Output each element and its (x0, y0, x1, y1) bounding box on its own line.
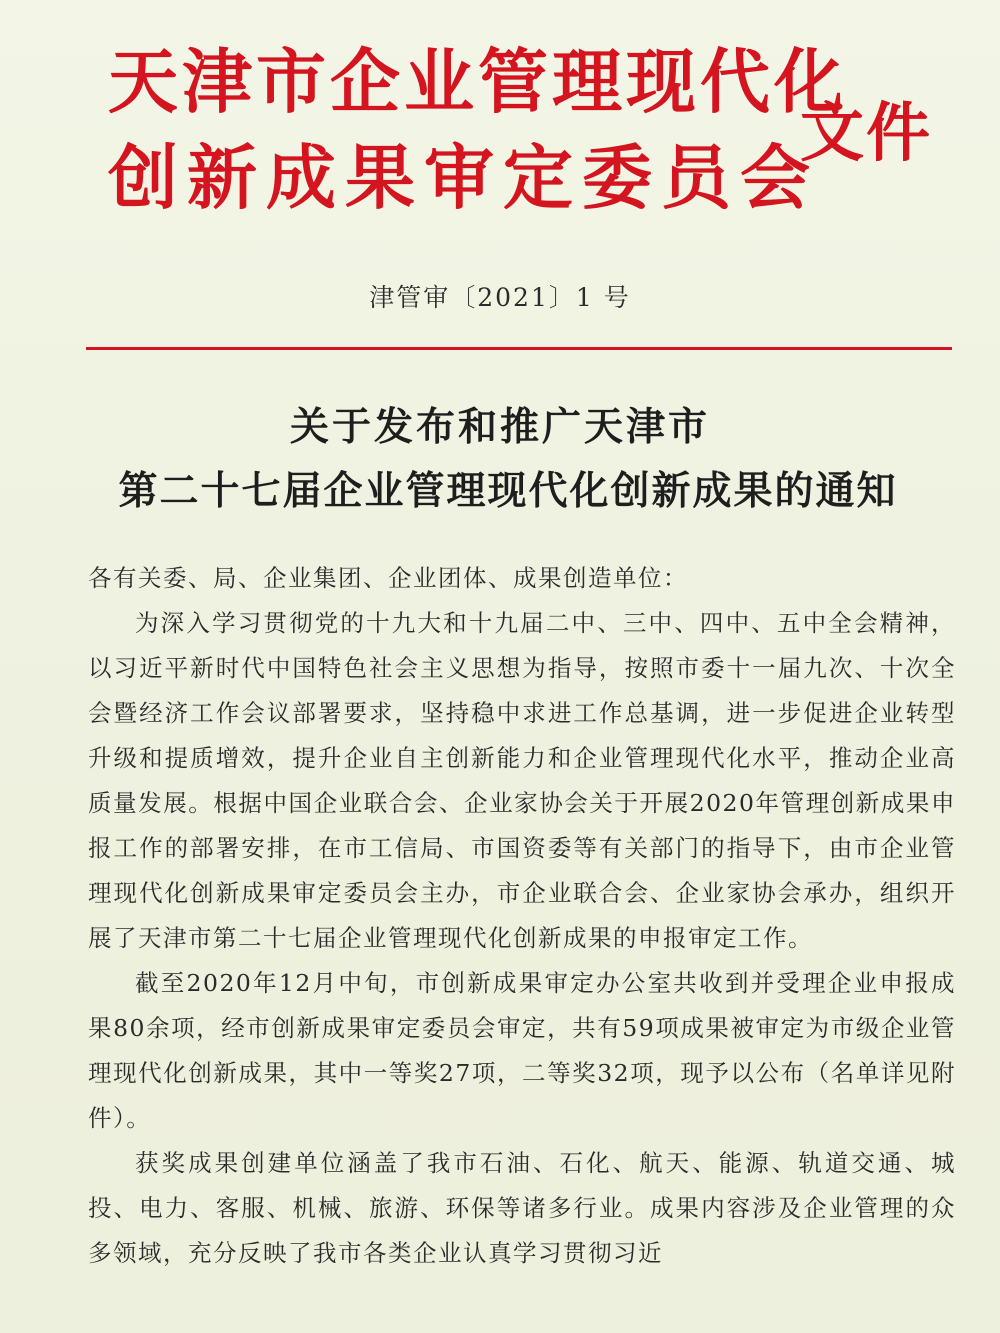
salutation: 各有关委、局、企业集团、企业团体、成果创造单位： (88, 564, 688, 592)
notice-body (88, 556, 956, 1276)
issuer-title-line-2: 创新成果审定委员会 (108, 137, 819, 219)
red-divider (86, 347, 952, 350)
notice-title-line-1: 关于发布和推广天津市 (289, 405, 710, 450)
issuer-title-suffix: 文件 (800, 97, 932, 171)
issuer-title-line-1: 天津市企业管理现代化 (108, 41, 848, 123)
notice-title-line-2: 第二十七届企业管理现代化创新成果的通知 (118, 469, 898, 514)
body-paragraph-2: 截至2020年12月中旬，市创新成果审定办公室共收到并受理企业申报成果80余项，经市创新成果审定委员会审定，共有59项成果被审定为市级企业管理现代化创新成果，其中一等奖27项，二等奖32项，现予以公布（名单详见附件）。 (88, 969, 956, 1132)
body-paragraph-3: 获奖成果创建单位涵盖了我市石油、石化、航天、能源、轨道交通、城投、电力、客服、机械、旅游、环保等诸多行业。成果内容涉及企业管理的众多领域，充分反映了我市各类企业认真学习贯彻习近 (88, 1149, 956, 1267)
body-paragraph-1: 为深入学习贯彻党的十九大和十九届二中、三中、四中、五中全会精神，以习近平新时代中国特色社会主义思想为指导，按照市委十一届九次、十次全会暨经济工作会议部署要求，坚持稳中求进工作总基调，进一步促进企业转型升级和提质增效，提升企业自主创新能力和企业管理现代化水平，推动企业高质量发展。根据中国企业联合会、企业家协会关于开展2020年管理创新成果申报工作的部署安排，在市工信局、市国资委等有关部门的指导下，由市企业管理现代化创新成果审定委员会主办，市企业联合会、企业家协会承办，组织开展了天津市第二十七届企业管理现代化创新成果的申报审定工作。 (88, 609, 956, 952)
document-number: 津管审〔2021〕1 号 (369, 283, 631, 312)
